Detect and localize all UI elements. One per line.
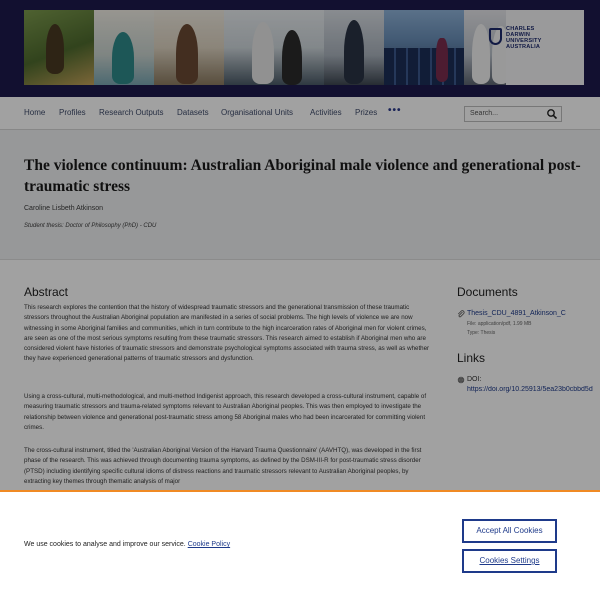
nav-item-profiles[interactable]: Profiles [59, 108, 86, 117]
nav-item-prizes[interactable]: Prizes [355, 108, 378, 117]
accept-all-cookies-button[interactable]: Accept All Cookies [462, 519, 557, 543]
logo-text: CHARLES DARWIN UNIVERSITY AUSTRALIA [506, 26, 542, 50]
nav-more-button[interactable]: ••• [388, 105, 402, 116]
search-placeholder: Search... [470, 110, 499, 117]
document-file-type: Type: Thesis [467, 330, 496, 336]
page-title: The violence continuum: Australian Aboriginal male violence and generational post-traumatic stress [24, 157, 581, 195]
cookies-settings-label: Cookies Settings [479, 556, 540, 565]
thesis-type: Student thesis: Doctor of Philosophy (PhD) - CDU [24, 223, 157, 229]
nav-item-research-outputs[interactable]: Research Outputs [99, 108, 164, 117]
nav-item-activities[interactable]: Activities [310, 108, 342, 117]
nav-item-datasets[interactable]: Datasets [177, 108, 209, 117]
abstract-paragraph: The cross-cultural instrument, titled the 'Australian Aboriginal Version of the Harvard Trauma Questionnaire' (AAVHTQ), was developed in the first phase of the research. This was achieved through documenting trauma symptoms, as defined by the DSM-III-R for post-traumatic stress disorder (PTSD) including identifying specific cultural idioms of distress reactions and traumatic stressors relevant to Australian Aboriginal peoples, by extracting key themes through thematic analysis of major [24, 447, 422, 485]
abstract-paragraph: Using a cross-cultural, multi-methodological, and multi-method Indigenist approach, this research developed a cross-cultural instrument, capable of measuring traumatic stressors and trauma-related symptoms relevant to Australian Aboriginal peoples. This was then employed to investigate the relationship between violence and generational post-traumatic stress among 58 Aboriginal males who had been incarcerated for committing violent crimes. [24, 393, 427, 431]
nav-item-home[interactable]: Home [24, 108, 46, 117]
documents-heading: Documents [457, 285, 518, 299]
document-file-link[interactable]: Thesis_CDU_4891_Atkinson_C [467, 310, 566, 317]
cookie-message-text: We use cookies to analyse and improve our service. [24, 541, 186, 548]
doi-label: DOI: [467, 376, 482, 383]
doi-link[interactable]: https://doi.org/10.25913/5ea23b0cbbd5d [467, 386, 593, 393]
cookie-message [24, 541, 230, 548]
abstract-heading: Abstract [24, 285, 69, 299]
cookies-settings-button[interactable] [462, 549, 557, 573]
nav-item-organisational-units[interactable]: Organisational Units [221, 108, 294, 117]
abstract-paragraph: This research explores the contention that the history of widespread traumatic stressors and the generational transmission of these traumatic stressors throughout the Australian Aboriginal population are manifested in a series of social problems. The high levels of violence we are now witnessing in some Aboriginal families and communities, which in turn contribute to the high incarceration rates of Aboriginal men for violent crimes, are seen as one of the most serious symptoms resulting from these traumatic stressors. This research aimed to establish if Aboriginal men who are considered violent have histories of traumatic stressors and demonstrate psychological symptoms associated with trauma stress, as well as whether they have experienced generational patterns of traumatic stressors and dysfunction. [24, 304, 430, 363]
document-file-meta: File: application/pdf, 1.99 MB [467, 321, 532, 327]
cookie-policy-link[interactable]: Cookie Policy [187, 541, 231, 548]
links-heading: Links [457, 351, 486, 365]
author-name[interactable]: Caroline Lisbeth Atkinson [24, 205, 103, 212]
